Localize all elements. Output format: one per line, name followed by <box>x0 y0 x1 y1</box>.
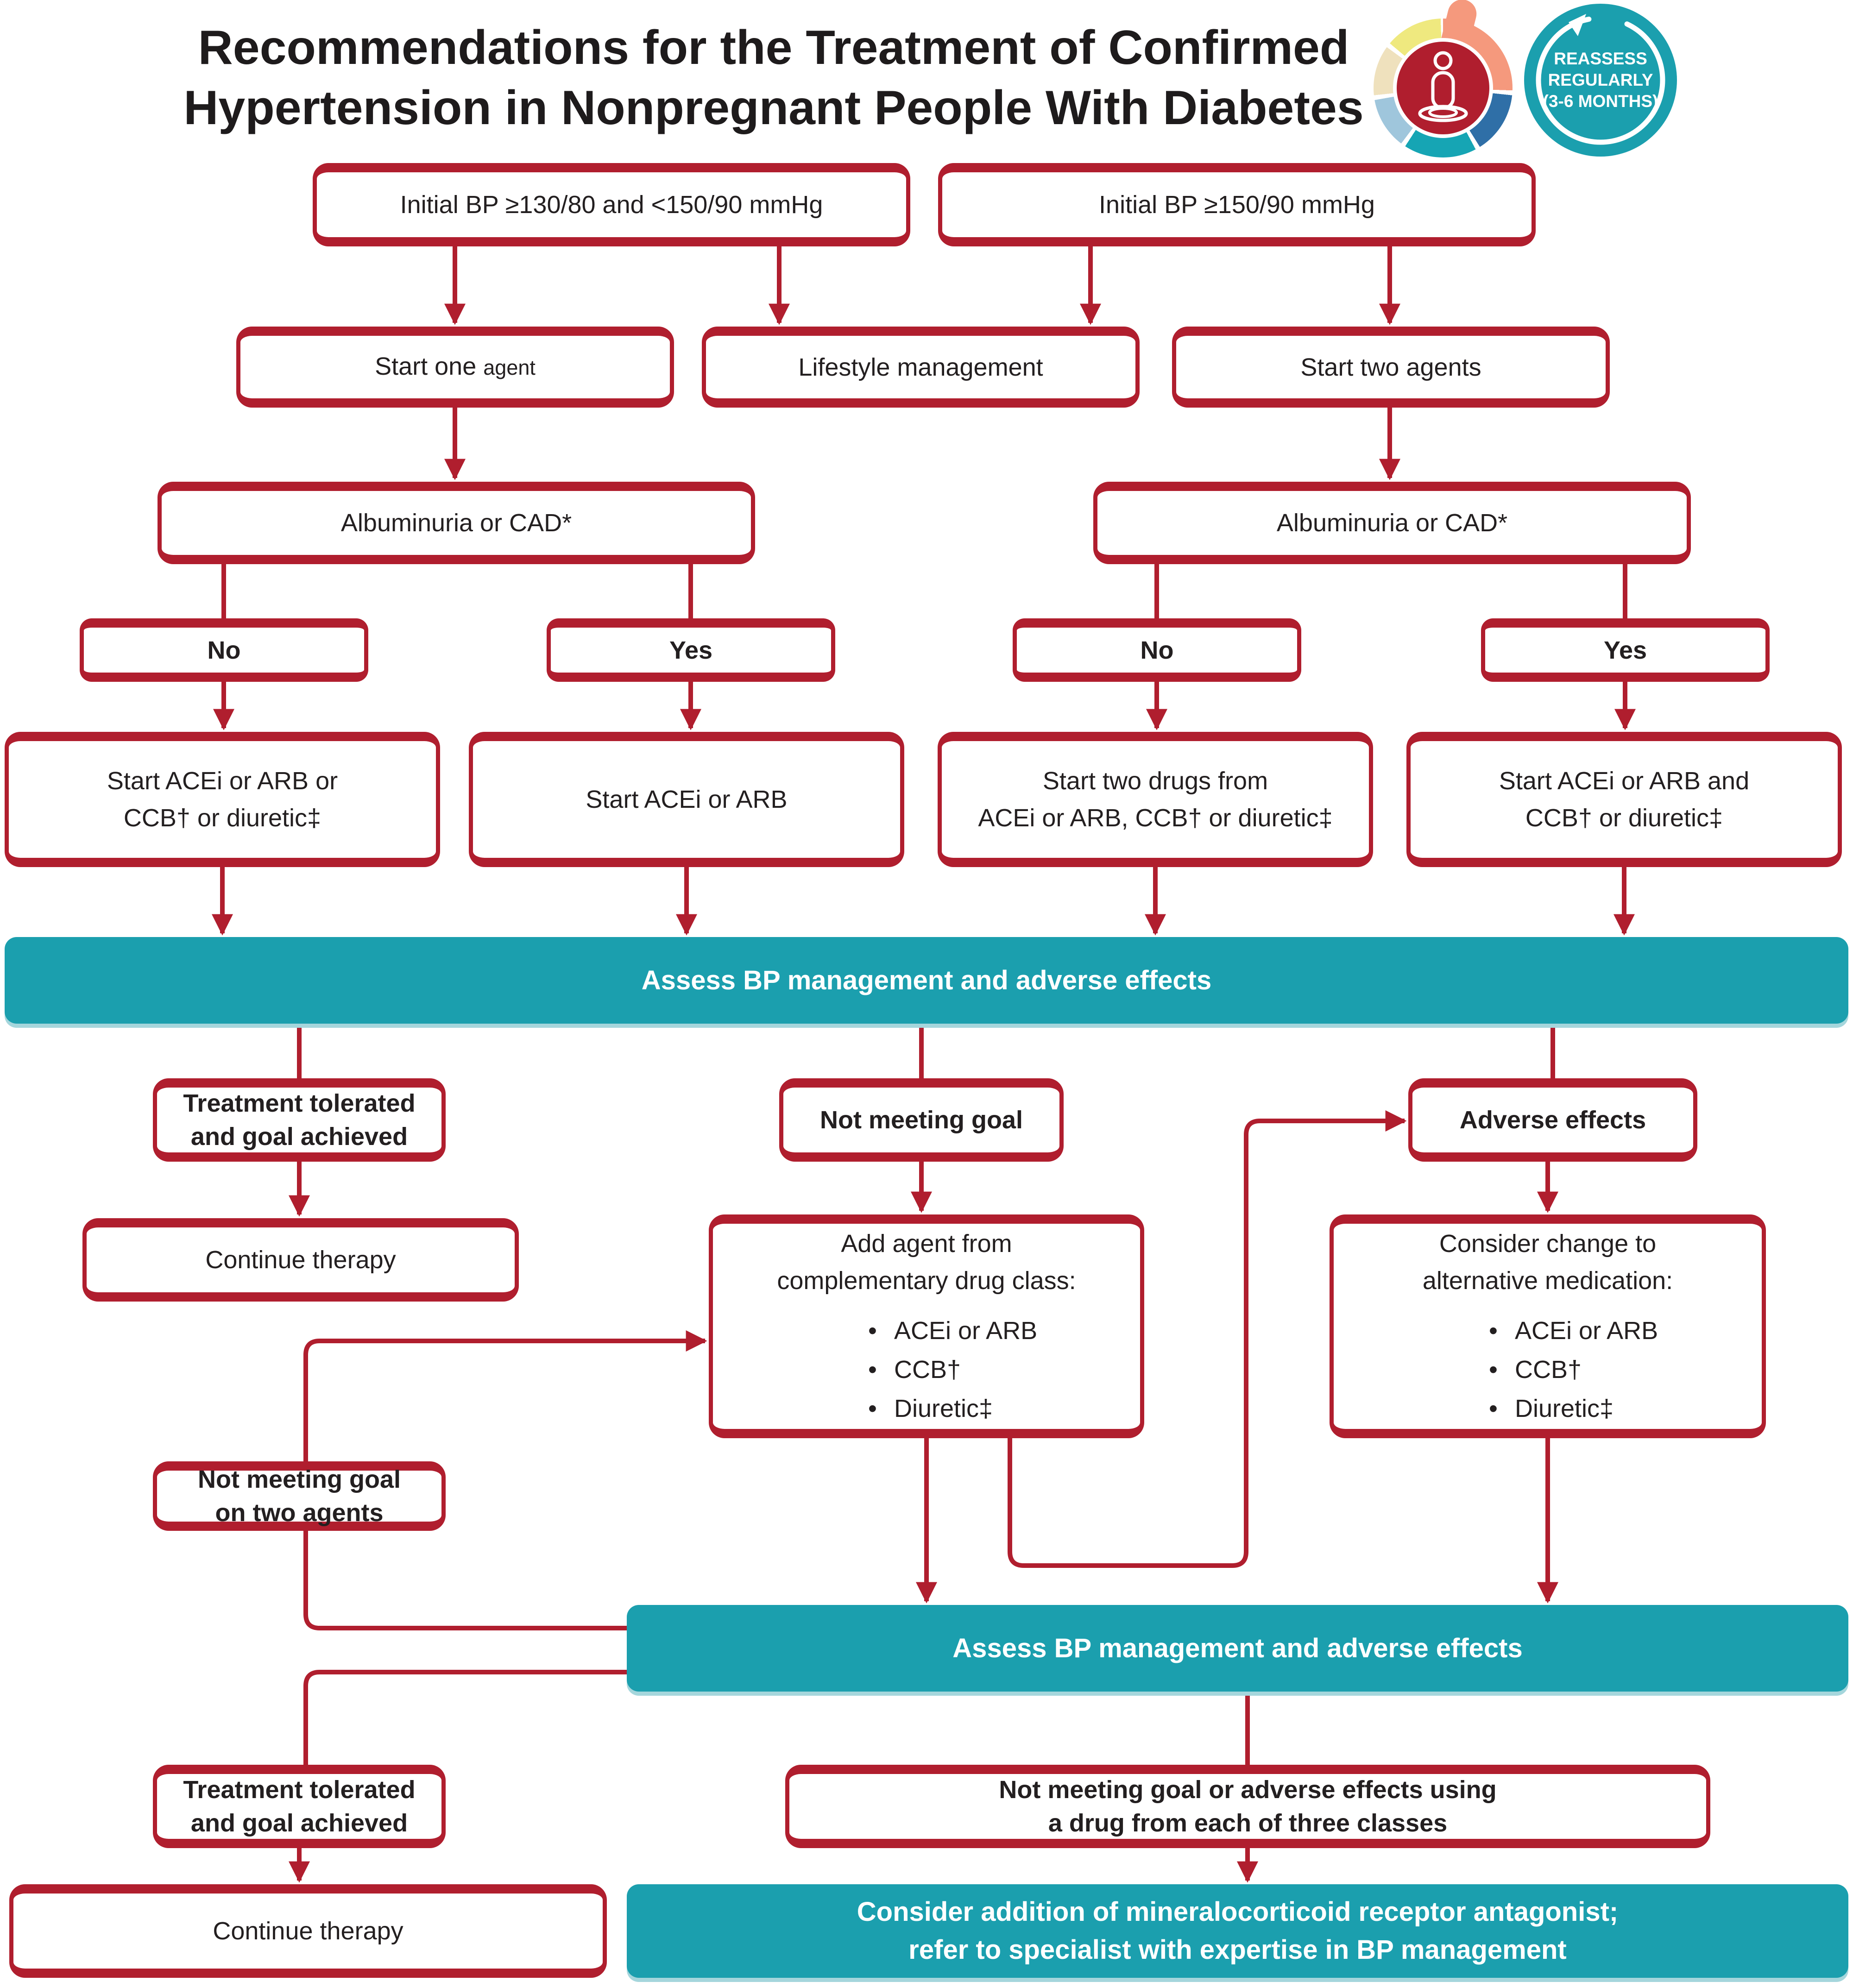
node-consider-change <box>1330 1214 1766 1438</box>
node-text: and goal achieved <box>190 1123 408 1151</box>
line-notmeeting-two-to-assess2 <box>306 1531 627 1628</box>
node-yes-left <box>547 618 835 682</box>
bar-assess-bp-1 <box>5 937 1848 1024</box>
reassess-badge-text <box>1524 4 1677 157</box>
bar-text: Assess BP management and adverse effects <box>641 965 1212 995</box>
node-text: Continue therapy <box>205 1246 396 1274</box>
node-text: Initial BP ≥150/90 mmHg <box>1099 191 1375 219</box>
badge-line: REASSESS <box>1554 49 1647 68</box>
node-start-acei-arb-and-ccb <box>1406 732 1842 867</box>
node-text: and goal achieved <box>190 1809 408 1837</box>
node-text: Start ACEi or ARB or <box>107 767 338 795</box>
page-title <box>79 18 1469 138</box>
arrow-notmeeting-two-to-addagent <box>306 1341 705 1461</box>
node-text: CCB† or diuretic‡ <box>1525 804 1723 832</box>
node-start-two-agents <box>1172 327 1610 408</box>
node-text: Start ACEi or ARB <box>586 786 788 813</box>
bullet-item: • ACEi or ARB <box>1489 1311 1658 1350</box>
node-yes-right <box>1481 618 1770 682</box>
bullet-item: • CCB† <box>1489 1350 1658 1389</box>
node-continue-therapy-1 <box>82 1218 519 1302</box>
node-text: Lifestyle management <box>798 353 1043 381</box>
node-text: Consider change to <box>1439 1229 1657 1258</box>
node-start-two-drugs <box>938 732 1373 867</box>
node-albuminuria-left <box>158 482 755 564</box>
node-not-meeting-two-agents <box>153 1461 446 1531</box>
node-not-meeting-three-classes <box>785 1765 1710 1848</box>
node-text: Start ACEi or ARB and <box>1499 767 1750 795</box>
node-text: complementary drug class: <box>777 1266 1076 1295</box>
bullet-item: • ACEi or ARB <box>868 1311 1037 1350</box>
node-text: on two agents <box>215 1499 384 1527</box>
node-text: Yes <box>669 636 713 664</box>
bar-text: Assess BP management and adverse effects <box>952 1633 1523 1663</box>
node-no-right <box>1013 618 1301 682</box>
bar-mra-referral <box>627 1884 1848 1978</box>
person-icon <box>1397 42 1489 134</box>
bullet-list <box>868 1311 1037 1428</box>
node-text: Start one agent <box>375 352 536 380</box>
bar-text: refer to specialist with expertise in BP management <box>908 1935 1567 1965</box>
node-text: No <box>1140 636 1174 664</box>
bullet-item: • Diuretic‡ <box>1489 1389 1658 1428</box>
page-title-line2: Hypertension in Nonpregnant People With Diabetes <box>183 81 1364 135</box>
node-text: alternative medication: <box>1422 1266 1673 1295</box>
node-add-agent <box>709 1214 1144 1438</box>
bullet-item: • Diuretic‡ <box>868 1389 1037 1428</box>
node-text: Albuminuria or CAD* <box>1276 509 1508 537</box>
node-text: Yes <box>1603 636 1647 664</box>
bullet-item: • CCB† <box>868 1350 1037 1389</box>
node-text: Continue therapy <box>213 1917 403 1945</box>
node-text: Add agent from <box>841 1229 1012 1258</box>
node-text: Not meeting goal or adverse effects using <box>999 1776 1497 1804</box>
node-not-meeting-goal <box>779 1078 1064 1162</box>
node-text: Start two agents <box>1300 353 1481 381</box>
badge-line: REGULARLY <box>1548 70 1653 89</box>
bar-text: Consider addition of mineralocorticoid receptor antagonist; <box>857 1897 1619 1927</box>
node-text: Treatment tolerated <box>183 1089 416 1117</box>
node-text: Treatment tolerated <box>183 1776 416 1804</box>
reassess-badge <box>1524 4 1677 157</box>
node-treatment-tolerated-1 <box>153 1078 446 1162</box>
node-albuminuria-right <box>1093 482 1691 564</box>
node-start-one-agent <box>236 327 674 408</box>
node-initial-bp-150 <box>938 163 1536 246</box>
bar-assess-bp-2 <box>627 1605 1848 1692</box>
node-continue-therapy-2 <box>9 1884 607 1978</box>
line-assess2-to-tolerated2 <box>306 1672 627 1765</box>
node-text: Not meeting goal <box>819 1106 1023 1134</box>
node-text: No <box>207 636 241 664</box>
node-text: Initial BP ≥130/80 and <150/90 mmHg <box>400 191 823 219</box>
node-initial-bp-130-150 <box>313 163 910 246</box>
badge-line: (3-6 MONTHS) <box>1543 92 1658 111</box>
node-text: Not meeting goal <box>197 1466 401 1493</box>
cycle-of-care-icon <box>1374 19 1513 157</box>
bullet-list <box>1489 1311 1658 1428</box>
node-start-acei-arb-ccb-diuretic <box>5 732 440 867</box>
node-text: a drug from each of three classes <box>1048 1809 1448 1837</box>
node-text: Start two drugs from <box>1042 767 1268 795</box>
node-treatment-tolerated-2 <box>153 1765 446 1848</box>
node-text: Adverse effects <box>1459 1106 1646 1134</box>
node-lifestyle-management <box>702 327 1140 408</box>
node-text: CCB† or diuretic‡ <box>123 804 321 832</box>
node-text: Albuminuria or CAD* <box>340 509 572 537</box>
node-adverse-effects <box>1408 1078 1697 1162</box>
node-start-acei-arb <box>469 732 904 867</box>
page-title-line1: Recommendations for the Treatment of Confirmed <box>198 21 1349 75</box>
node-text: ACEi or ARB, CCB† or diuretic‡ <box>978 804 1333 832</box>
node-no-left <box>80 618 368 682</box>
